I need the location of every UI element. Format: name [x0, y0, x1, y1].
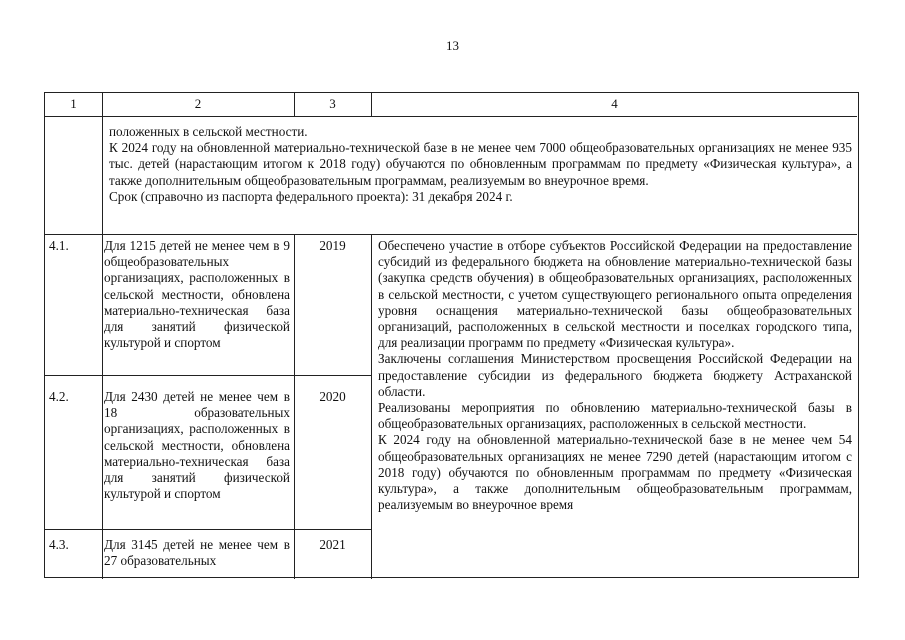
row-divider [102, 116, 103, 234]
header-col-3: 3 [329, 96, 336, 111]
result-paragraph: Реализованы мероприятия по обновлению материально-технической базы в общеобразовательных организациях, расположенных в сельской местности. [378, 400, 852, 432]
row-description: Для 2430 детей не менее чем в 18 образовательных организациях, расположенных в сельской местности, обновлена материально-техническая база для занятий физической культурой и спортом [104, 389, 290, 502]
header-divider [294, 93, 295, 116]
row-year: 2021 [319, 537, 346, 552]
result-paragraph: К 2024 году на обновленной материально-технической базе в не менее чем 54 общеобразовательных организациях не менее 7290 детей (нарастающим итогом с 2018 году) обучаются по обновленным программам по предмету «Физическая культура», а также дополнительным общеобразовательным программам, реализуемым во внеурочное время [378, 432, 852, 513]
header-divider [102, 93, 103, 116]
header-divider [371, 93, 372, 116]
page-number: 13 [446, 38, 459, 53]
result-paragraph: Обеспечено участие в отборе субъектов Российской Федерации на предоставление субсидий из федерального бюджета на обновление материально-технической базы (закупка средств обучения) в общеобразовательных организациях, расположенных в сельской местности, с учетом существующего регионального опыта определения уровня оснащения материально-технической базы общеобразовательных организаций, расположенных в сельской местности и поселках городского типа, для реализации программ по предмету «Физическая культура». [378, 238, 852, 351]
column-divider [102, 234, 103, 579]
header-col-4: 4 [611, 96, 618, 111]
column-divider [371, 234, 372, 579]
row-separator [45, 375, 371, 376]
row-separator [45, 234, 857, 235]
continuation-line: К 2024 году на обновленной материально-технической базе в не менее чем 7000 общеобразовательных организациях не менее 935 тыс. детей (нарастающим итогом к 2018 году) обучаются по обновленным программам по предмету «Физическая культура», а также дополнительным общеобразовательным программам, реализуемым во внеурочное время. [109, 140, 852, 188]
results-text [378, 238, 852, 513]
header-col-1: 1 [70, 96, 77, 111]
header-separator [45, 116, 857, 117]
header-col-2: 2 [194, 96, 202, 111]
row-separator [45, 529, 371, 530]
row-year: 2019 [319, 238, 346, 253]
row-description: Для 3145 детей не менее чем в 27 образовательных [104, 537, 290, 569]
continuation-line: положенных в сельской местности. [109, 124, 308, 139]
row-number: 4.2. [49, 389, 69, 404]
row-number: 4.3. [49, 537, 69, 552]
continuation-line: Срок (справочно из паспорта федерального проекта): 31 декабря 2024 г. [109, 188, 513, 204]
document-table [44, 92, 859, 578]
row-description: Для 1215 детей не менее чем в 9 общеобразовательных организациях, расположенных в сельской местности, обновлена материально-техническая база для занятий физической культурой и спортом [104, 238, 290, 351]
column-divider [294, 234, 295, 579]
result-paragraph: Заключены соглашения Министерством просвещения Российской Федерации на предоставление субсидии из федерального бюджета бюджету Астраханской области. [378, 351, 852, 399]
row-number: 4.1. [49, 238, 69, 253]
continuation-text [109, 124, 852, 205]
row-year: 2020 [319, 389, 346, 404]
